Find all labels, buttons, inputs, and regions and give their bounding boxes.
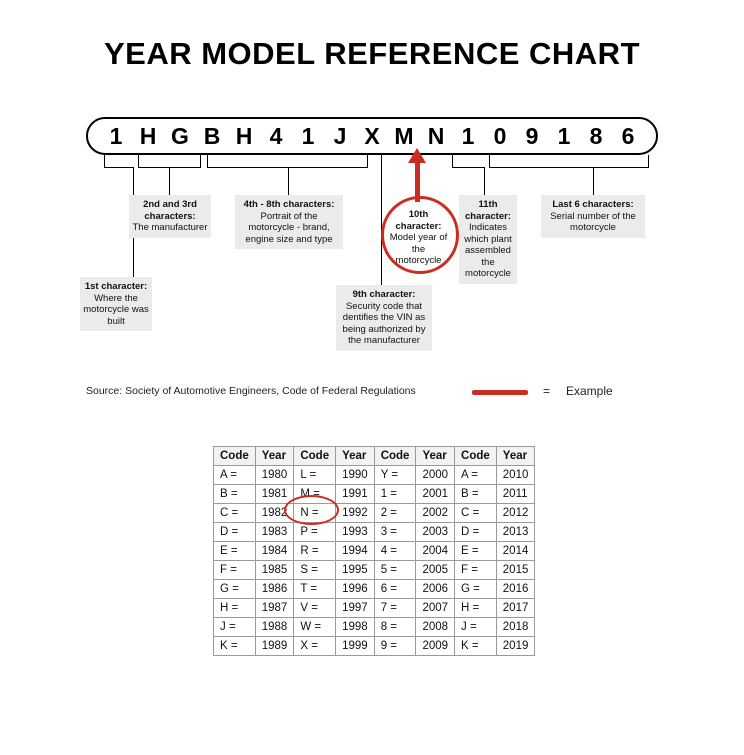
table-header-code-3: Code xyxy=(374,447,416,466)
cell-code: 5 = xyxy=(374,561,416,580)
table-header-code-4: Code xyxy=(455,447,497,466)
cell-year: 2003 xyxy=(416,523,455,542)
cell-year: 1981 xyxy=(255,485,294,504)
red-highlight-circle-m-1991 xyxy=(284,495,339,525)
vin-char-15: 1 xyxy=(557,122,571,149)
table-row xyxy=(214,599,535,618)
cell-year: 1990 xyxy=(336,466,375,485)
cell-code: A = xyxy=(214,466,256,485)
cell-year: 2006 xyxy=(416,580,455,599)
callout-48-body: Portrait of the motorcycle - brand, engine size and type xyxy=(245,210,333,245)
cell-code: C = xyxy=(455,504,497,523)
table-header-year-1: Year xyxy=(255,447,294,466)
leader-line-1st-down xyxy=(104,155,105,167)
page-title: YEAR MODEL REFERENCE CHART xyxy=(103,36,641,71)
table-row xyxy=(214,504,535,523)
cell-year: 1987 xyxy=(255,599,294,618)
vin-char-6: 4 xyxy=(269,122,283,149)
cell-code: C = xyxy=(214,504,256,523)
vin-char-16: 8 xyxy=(589,122,603,149)
cell-year: 2013 xyxy=(496,523,535,542)
cell-code: T = xyxy=(294,580,336,599)
cell-year: 1988 xyxy=(255,618,294,637)
cell-code: E = xyxy=(455,542,497,561)
vin-char-14: 9 xyxy=(525,122,539,149)
source-text: Source: Society of Automotive Engineers, Code of Federal Regulations xyxy=(86,385,416,397)
cell-code: 1 = xyxy=(374,485,416,504)
cell-code-highlighted: M = xyxy=(294,485,336,504)
callout-11th-heading: 11th character: xyxy=(465,199,511,222)
leader-line-1st-across xyxy=(104,167,134,168)
cell-code: 8 = xyxy=(374,618,416,637)
callout-9th-character xyxy=(336,285,432,351)
cell-year: 1984 xyxy=(255,542,294,561)
callout-last6-heading: Last 6 characters: xyxy=(552,199,634,210)
cell-code: G = xyxy=(455,580,497,599)
table-row xyxy=(214,523,535,542)
cell-year: 1983 xyxy=(255,523,294,542)
vin-char-8: J xyxy=(333,122,347,149)
leader-line-23-right xyxy=(200,155,201,167)
callout-last6-body: Serial number of the motorcycle xyxy=(550,210,636,233)
table-row xyxy=(214,561,535,580)
vin-char-12: 1 xyxy=(461,122,475,149)
vin-char-5: H xyxy=(235,122,253,149)
callout-10th-heading: 10th character: xyxy=(395,209,442,232)
leader-line-48-right xyxy=(367,155,368,167)
cell-code: L = xyxy=(294,466,336,485)
cell-year: 2017 xyxy=(496,599,535,618)
table-header-code-2: Code xyxy=(294,447,336,466)
cell-year: 2012 xyxy=(496,504,535,523)
cell-year: 1994 xyxy=(336,542,375,561)
vin-char-1: 1 xyxy=(109,122,123,149)
leader-line-23-drop xyxy=(169,167,170,195)
callout-23-heading: 2nd and 3rd characters: xyxy=(143,199,197,222)
legend-equals-sign: = xyxy=(543,384,551,398)
cell-code: B = xyxy=(455,485,497,504)
table-header-code-1: Code xyxy=(214,447,256,466)
callout-last-6-characters xyxy=(541,195,645,238)
red-highlight-circle-10th-character xyxy=(381,196,459,274)
cell-year: 2008 xyxy=(416,618,455,637)
cell-code: J = xyxy=(455,618,497,637)
cell-code: K = xyxy=(214,637,256,656)
cell-year: 2007 xyxy=(416,599,455,618)
leader-line-last6-left xyxy=(489,155,490,167)
cell-code: A = xyxy=(455,466,497,485)
cell-code: W = xyxy=(294,618,336,637)
leader-line-last6-drop xyxy=(593,167,594,195)
callout-2nd-3rd-characters xyxy=(129,195,211,238)
callout-1st-character xyxy=(80,277,152,331)
cell-year: 2019 xyxy=(496,637,535,656)
table-row xyxy=(214,542,535,561)
callout-9th-body: Security code that dentifies the VIN as being authorized by the manufacturer xyxy=(342,300,426,346)
cell-year: 2014 xyxy=(496,542,535,561)
cell-year: 1980 xyxy=(255,466,294,485)
table-header-year-2: Year xyxy=(336,447,375,466)
legend-example-bar-icon xyxy=(472,390,528,395)
cell-year: 2009 xyxy=(416,637,455,656)
cell-year: 1999 xyxy=(336,637,375,656)
cell-year: 2005 xyxy=(416,561,455,580)
cell-year: 2011 xyxy=(496,485,535,504)
legend-example-label: Example xyxy=(566,384,613,398)
cell-year: 2001 xyxy=(416,485,455,504)
leader-line-last6-across xyxy=(489,167,649,168)
cell-code: G = xyxy=(214,580,256,599)
vin-char-17: 6 xyxy=(621,122,635,149)
cell-year: 2010 xyxy=(496,466,535,485)
cell-year: 2015 xyxy=(496,561,535,580)
leader-line-11th-drop xyxy=(484,167,485,195)
cell-code: Y = xyxy=(374,466,416,485)
cell-year: 2016 xyxy=(496,580,535,599)
cell-code: R = xyxy=(294,542,336,561)
leader-line-9th xyxy=(381,155,382,285)
callout-9th-heading: 9th character: xyxy=(352,289,416,300)
cell-code: P = xyxy=(294,523,336,542)
leader-line-48-drop xyxy=(288,167,289,195)
table-header-row xyxy=(214,447,535,466)
cell-code: H = xyxy=(455,599,497,618)
cell-code: E = xyxy=(214,542,256,561)
table-row xyxy=(214,618,535,637)
cell-code: 6 = xyxy=(374,580,416,599)
vin-char-2: H xyxy=(139,122,157,149)
cell-year: 1985 xyxy=(255,561,294,580)
callout-1st-heading: 1st character: xyxy=(84,281,148,292)
cell-year: 2018 xyxy=(496,618,535,637)
cell-year: 1989 xyxy=(255,637,294,656)
vin-char-11: N xyxy=(427,122,445,149)
callout-10th-body: Model year of the motorcycle xyxy=(389,232,448,266)
table-row xyxy=(214,485,535,504)
table-row xyxy=(214,466,535,485)
cell-code: J = xyxy=(214,618,256,637)
cell-code: F = xyxy=(214,561,256,580)
cell-year: 1982 xyxy=(255,504,294,523)
cell-code: 3 = xyxy=(374,523,416,542)
vin-char-9: X xyxy=(364,122,380,149)
callout-48-heading: 4th - 8th characters: xyxy=(243,199,335,210)
leader-line-11th-across xyxy=(452,167,485,168)
cell-code: 4 = xyxy=(374,542,416,561)
callout-23-body: The manufacturer xyxy=(132,222,208,233)
cell-code: 2 = xyxy=(374,504,416,523)
table-header-year-3: Year xyxy=(416,447,455,466)
cell-year: 1998 xyxy=(336,618,375,637)
cell-code: D = xyxy=(455,523,497,542)
callout-11th-body: Indicates which plant assembled the motorcycle xyxy=(464,222,512,279)
cell-code: F = xyxy=(455,561,497,580)
vin-char-7: 1 xyxy=(301,122,315,149)
callout-4th-8th-characters xyxy=(235,195,343,249)
cell-code: V = xyxy=(294,599,336,618)
cell-code: D = xyxy=(214,523,256,542)
vin-char-4: B xyxy=(203,122,221,149)
cell-code: 9 = xyxy=(374,637,416,656)
table-row xyxy=(214,580,535,599)
table-row xyxy=(214,637,535,656)
cell-year: 1992 xyxy=(336,504,375,523)
cell-code: 7 = xyxy=(374,599,416,618)
leader-line-48-left xyxy=(207,155,208,167)
cell-code: X = xyxy=(294,637,336,656)
cell-year: 1997 xyxy=(336,599,375,618)
callout-11th-character xyxy=(459,195,517,284)
leader-line-11th-down xyxy=(452,155,453,167)
table-header-year-4: Year xyxy=(496,447,535,466)
cell-year: 1996 xyxy=(336,580,375,599)
vin-char-13: 0 xyxy=(493,122,507,149)
cell-code: H = xyxy=(214,599,256,618)
year-code-table xyxy=(213,446,535,656)
vin-character-row xyxy=(86,117,658,155)
cell-code: K = xyxy=(455,637,497,656)
cell-code: B = xyxy=(214,485,256,504)
leader-line-last6-right xyxy=(648,155,649,167)
cell-year: 2002 xyxy=(416,504,455,523)
cell-year: 1986 xyxy=(255,580,294,599)
cell-year: 2004 xyxy=(416,542,455,561)
cell-year-highlighted: 1991 xyxy=(336,485,375,504)
cell-code: N = xyxy=(294,504,336,523)
cell-code: S = xyxy=(294,561,336,580)
vin-char-10: M xyxy=(394,122,414,149)
callout-1st-body: Where the motorcycle was built xyxy=(83,292,149,327)
leader-line-23-left xyxy=(138,155,139,167)
cell-year: 1995 xyxy=(336,561,375,580)
cell-year: 2000 xyxy=(416,466,455,485)
cell-year: 1993 xyxy=(336,523,375,542)
vin-char-3: G xyxy=(171,122,189,149)
